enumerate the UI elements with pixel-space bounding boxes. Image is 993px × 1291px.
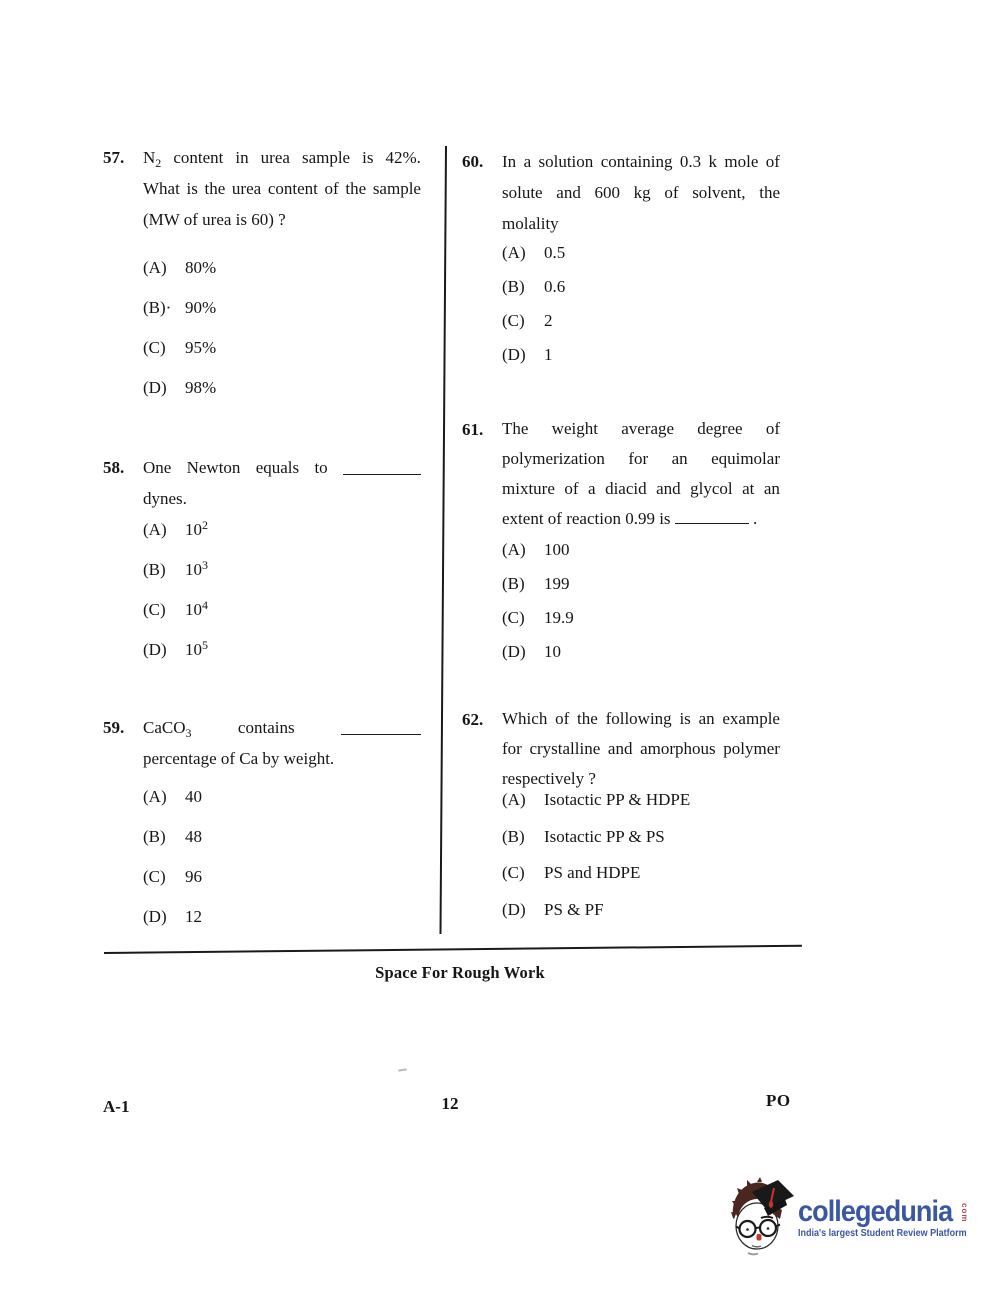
question-59 [103, 712, 421, 926]
option-label: (C) [502, 863, 525, 883]
word: in [235, 148, 249, 167]
word: k [708, 152, 717, 171]
question-line [502, 414, 780, 444]
word: a [588, 479, 596, 498]
option-label: (B)· [143, 298, 172, 317]
option-label: (D) [143, 907, 167, 926]
option-label: (C) [143, 338, 166, 357]
footer-set-code: A-1 [103, 1097, 130, 1116]
question-line [143, 712, 421, 743]
option-label: (D) [502, 899, 526, 919]
question-line: respectively ? [502, 769, 596, 788]
word: weight [551, 419, 598, 438]
word: following [605, 709, 672, 728]
word: crystalline [529, 739, 601, 758]
logo-text-block [798, 1176, 985, 1262]
word: 600 [594, 183, 620, 202]
option-value: PS and HDPE [544, 863, 641, 883]
option-label: (A) [143, 258, 167, 277]
option-value: 0.6 [544, 277, 566, 296]
blank-line [675, 521, 749, 524]
question-57 [103, 142, 421, 397]
word: mole [724, 152, 759, 171]
word: mixture [502, 479, 555, 498]
word: $N_2$ [143, 148, 162, 170]
question-61 [462, 414, 780, 661]
option-row [502, 601, 780, 635]
option-list [502, 782, 780, 928]
word: an [698, 709, 715, 728]
word: the [577, 709, 598, 728]
option-value: 95% [185, 338, 217, 357]
question-line [502, 734, 780, 764]
option-row [502, 635, 780, 669]
word: 42%. [385, 148, 421, 167]
word: polymer [723, 739, 780, 758]
option-label: (D) [143, 640, 167, 659]
footer-series-code: PO [766, 1091, 791, 1110]
option-row [143, 817, 421, 857]
option-row [143, 368, 421, 408]
word: amorphous [640, 739, 716, 758]
option-value: 12 [185, 907, 202, 926]
word: of [324, 179, 339, 198]
rough-work-label: Space For Rough Work [375, 963, 545, 982]
option-list [143, 248, 421, 408]
word: polymerization [502, 449, 605, 468]
option-label: (A) [143, 520, 167, 539]
option-label: (D) [502, 642, 526, 661]
word: the [759, 183, 780, 202]
word: an [763, 479, 780, 498]
option-value: PS & PF [544, 899, 604, 919]
question-body [143, 142, 421, 235]
question-line [502, 474, 780, 504]
word: CaCO$_3$ [143, 718, 192, 740]
option-label: (D) [143, 378, 167, 397]
word: content [173, 148, 224, 167]
question-number: 59. [103, 718, 125, 737]
option-value: 90% [185, 298, 217, 317]
collegedunia-logo [729, 1176, 974, 1262]
option-row [502, 567, 780, 601]
word: solution [538, 152, 594, 171]
option-value: 0.5 [544, 243, 566, 262]
option-value: 48 [185, 827, 202, 846]
word: kg [633, 183, 651, 202]
question-line: extent of reaction 0.99 is . [502, 509, 758, 528]
question-line: percentage of Ca by weight. [143, 749, 335, 768]
logo-brand-text: collegedunia [798, 1195, 953, 1228]
option-value: 96 [185, 867, 202, 886]
option-list [143, 777, 421, 937]
word: urea [231, 179, 262, 198]
option-row [143, 897, 421, 937]
word: is [679, 709, 691, 728]
question-line: molality [502, 214, 559, 233]
word: contains [237, 718, 295, 737]
option-label: (B) [143, 560, 166, 579]
option-value: $10^5$ [185, 638, 208, 659]
word: of [765, 152, 780, 171]
question-body [502, 414, 780, 534]
option-label: (B) [502, 574, 525, 593]
option-row [502, 855, 780, 892]
option-value: 40 [185, 787, 202, 806]
collegedunia-mascot-icon [729, 1176, 797, 1256]
option-value: 80% [185, 258, 217, 277]
option-value: $10^2$ [185, 518, 208, 539]
word: content [267, 179, 318, 198]
word: average [621, 419, 675, 438]
option-list [502, 236, 780, 372]
superscript: 2 [202, 518, 208, 532]
option-label: (C) [502, 608, 525, 627]
word: equimolar [711, 449, 780, 468]
word: urea [260, 148, 290, 167]
question-number: 58. [103, 458, 125, 477]
option-list [143, 510, 421, 670]
option-value: Isotactic PP & HDPE [544, 790, 691, 810]
question-line [143, 142, 421, 173]
question-line: (MW of urea is 60) ? [143, 210, 286, 229]
option-value: $10^4$ [185, 598, 208, 619]
word: glycol [690, 479, 733, 498]
word: example [722, 709, 780, 728]
blank-line [341, 724, 421, 735]
question-line [502, 177, 780, 208]
word: of [664, 183, 679, 202]
question-line [502, 704, 780, 734]
question-number: 60. [462, 152, 484, 171]
question-number: 62. [462, 710, 484, 729]
column-divider [439, 146, 447, 934]
footer-page-number: 12 [441, 1094, 459, 1113]
word: for [628, 449, 649, 468]
word: the [345, 179, 367, 198]
word: a [523, 152, 532, 171]
blank-line [343, 464, 421, 475]
option-row [143, 630, 421, 670]
option-row [502, 819, 780, 856]
superscript: 3 [202, 558, 208, 572]
option-row [502, 270, 780, 304]
question-60 [462, 146, 780, 364]
question-62 [462, 704, 780, 919]
word: equals [255, 458, 300, 477]
word: What [143, 179, 180, 198]
word: Which [502, 709, 548, 728]
option-label: (C) [143, 600, 166, 619]
question-line [143, 173, 421, 204]
option-value: 19.9 [544, 608, 574, 627]
option-label: (D) [502, 345, 526, 364]
word: and [607, 739, 633, 758]
option-label: (A) [502, 790, 526, 810]
word: of [564, 479, 579, 498]
word: One [143, 458, 172, 477]
word: solute [502, 183, 543, 202]
word: of [555, 709, 570, 728]
option-value: Isotactic PP & PS [544, 826, 665, 846]
option-label: (B) [502, 277, 525, 296]
question-body [143, 452, 421, 514]
option-label: (A) [502, 243, 526, 262]
option-row [502, 892, 780, 929]
word: diacid [605, 479, 647, 498]
option-value: 10 [544, 642, 561, 661]
word: Newton [186, 458, 241, 477]
word: is [362, 148, 374, 167]
option-row [502, 236, 780, 270]
option-label: (C) [502, 311, 525, 330]
option-value: $10^3$ [185, 558, 208, 579]
question-body [502, 704, 780, 794]
question-line [502, 146, 780, 177]
option-value: 1 [544, 345, 553, 364]
option-list [502, 533, 780, 669]
question-line: dynes. [143, 489, 187, 508]
option-label: (C) [143, 867, 166, 886]
subscript: 2 [155, 156, 162, 170]
option-row [143, 777, 421, 817]
question-58 [103, 452, 421, 659]
word: and [656, 479, 681, 498]
word: degree [697, 419, 743, 438]
word: the [204, 179, 226, 198]
option-label: (B) [143, 827, 166, 846]
option-value: 100 [544, 540, 570, 559]
question-line [502, 444, 780, 474]
word: and [556, 183, 581, 202]
subscript: 3 [185, 726, 192, 740]
option-row [502, 304, 780, 338]
option-value: 98% [185, 378, 217, 397]
option-label: (A) [143, 787, 167, 806]
logo-tagline: India's largest Student Review Platform [798, 1228, 967, 1239]
word: is [186, 179, 198, 198]
option-value: 199 [544, 574, 570, 593]
superscript: 5 [202, 638, 208, 652]
option-row [143, 550, 421, 590]
option-label: (A) [502, 540, 526, 559]
word: for [502, 739, 522, 758]
option-row [143, 590, 421, 630]
question-number: 57. [103, 148, 125, 167]
word: The [502, 419, 529, 438]
word: an [671, 449, 688, 468]
question-line [143, 452, 421, 483]
superscript: 4 [202, 598, 208, 612]
word: at [742, 479, 755, 498]
question-number: 61. [462, 420, 484, 439]
word: In [502, 152, 517, 171]
option-row [502, 533, 780, 567]
rough-work-divider [104, 945, 802, 954]
question-body [502, 146, 780, 239]
option-label: (B) [502, 826, 525, 846]
option-row [143, 288, 421, 328]
word: solvent, [692, 183, 746, 202]
word: of [765, 419, 780, 438]
option-row [143, 248, 421, 288]
question-body [143, 712, 421, 774]
option-value: 2 [544, 311, 553, 330]
option-row [143, 328, 421, 368]
word: sample [301, 148, 351, 167]
scan-artifact [398, 1068, 407, 1071]
option-row [502, 782, 780, 819]
option-row [143, 510, 421, 550]
option-row [502, 338, 780, 372]
word: containing [600, 152, 673, 171]
logo-domain-text: com [960, 1203, 969, 1223]
option-row [143, 857, 421, 897]
word: to [314, 458, 328, 477]
word: sample [372, 179, 421, 198]
word: 0.3 [679, 152, 702, 171]
